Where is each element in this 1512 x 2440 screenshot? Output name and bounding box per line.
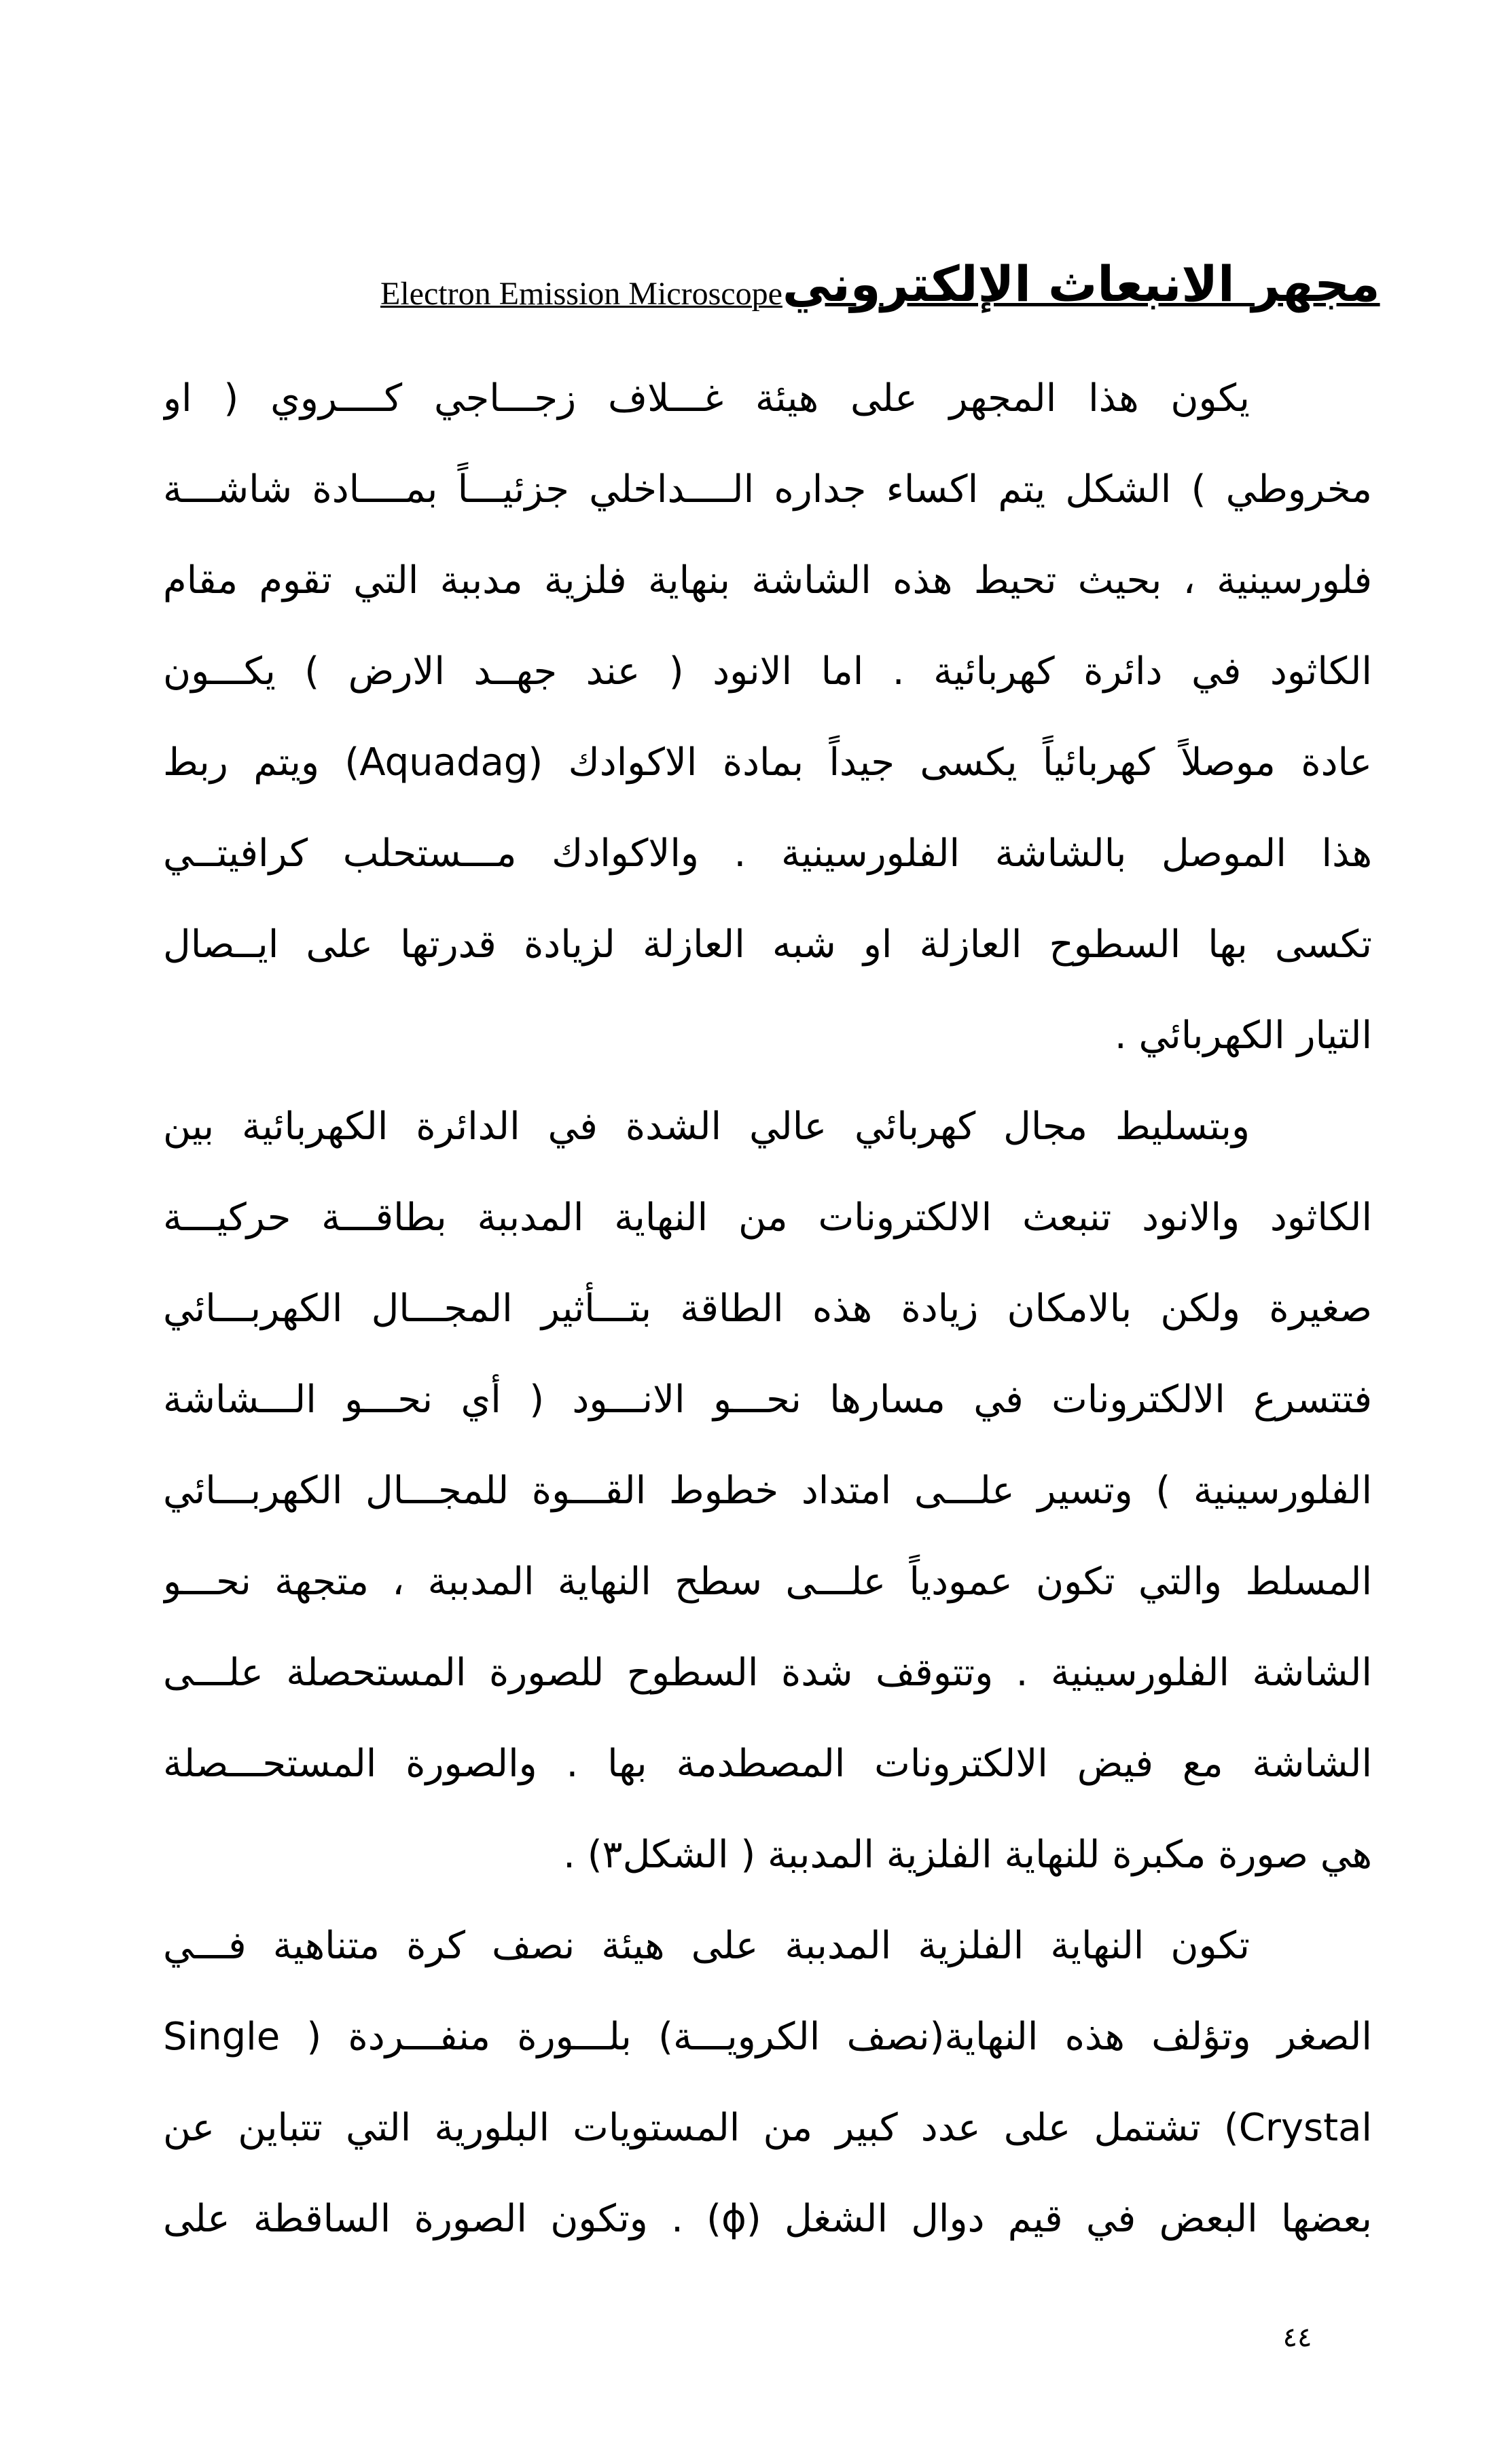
text-line: الشاشة مع فيض الالكترونات المصطدمة بها . والصورة المستحـــصلة	[163, 1742, 1372, 1786]
text-line: Crystal) تشتمل على عدد كبير من المستويات البلورية التي تتباين عن	[163, 2106, 1372, 2150]
text-line: التيار الكهربائي .	[1114, 1013, 1372, 1058]
text-line: تكسى بها السطوح العازلة او شبه العازلة لزيادة قدرتها على ايــصال	[163, 922, 1372, 967]
text-line: عادة موصلاً كهربائياً يكسى جيداً بمادة الاكوادك (Aquadag) ويتم ربط	[163, 740, 1372, 785]
text-line: فلورسينية ، بحيث تحيط هذه الشاشة بنهاية فلزية مدببة التي تقوم مقام	[163, 558, 1372, 603]
text-line: الصغر وتؤلف هذه النهاية(نصف الكرويـــة) بلـــورة منفـــردة ( Single	[163, 2015, 1372, 2059]
title-arabic: مجهر الانبعاث الإلكتروني	[782, 255, 1380, 312]
text-line: الفلورسينية ) وتسير علـــى امتداد خطوط القـــوة للمجـــال الكهربـــائي	[163, 1469, 1372, 1513]
text-line: يكون هذا المجهر على هيئة غـــلاف زجـــاجي كــــروي ( او	[163, 376, 1250, 420]
text-line: وبتسليط مجال كهربائي عالي الشدة في الدائرة الكهربائية بين	[163, 1105, 1250, 1149]
text-line: المسلط والتي تكون عمودياً علـــى سطح النهاية المدببة ، متجهة نحـــو	[163, 1560, 1372, 1604]
text-line: هي صورة مكبرة للنهاية الفلزية المدببة ( الشكل٣) .	[563, 1833, 1372, 1877]
text-line: فتتسرع الالكترونات في مسارها نحـــو الانـــود ( أي نحـــو الـــشاشة	[163, 1378, 1372, 1422]
text-line: مخروطي ) الشكل يتم اكساء جداره الــــداخلي جزئيـــاً بمــــادة شاشـــة	[163, 467, 1372, 512]
text-line: الكاثود في دائرة كهربائية . اما الانود ( عند جهــد الارض ) يكـــون	[163, 649, 1372, 694]
text-line: الشاشة الفلورسينية . وتتوقف شدة السطوح للصورة المستحصلة علـــى	[163, 1651, 1372, 1695]
text-line: الكاثود والانود تنبعث الالكترونات من النهاية المدببة بطاقـــة حركيـــة	[163, 1196, 1372, 1240]
page-title	[380, 245, 1380, 312]
title-english: Electron Emission Microscope	[380, 276, 782, 312]
text-line: تكون النهاية الفلزية المدببة على هيئة نصف كرة متناهية فـــي	[163, 1924, 1250, 1968]
page-number: ٤٤	[1282, 2322, 1312, 2353]
text-line: بعضها البعض في قيم دوال الشغل (ϕ) . وتكون الصورة الساقطة على	[163, 2197, 1372, 2241]
body-text	[163, 353, 1372, 2265]
text-line: هذا الموصل بالشاشة الفلورسينية . والاكوادك مـــستحلب كرافيتــي	[163, 831, 1372, 876]
text-line: صغيرة ولكن بالامكان زيادة هذه الطاقة بتـــأثير المجـــال الكهربـــائي	[163, 1287, 1372, 1331]
